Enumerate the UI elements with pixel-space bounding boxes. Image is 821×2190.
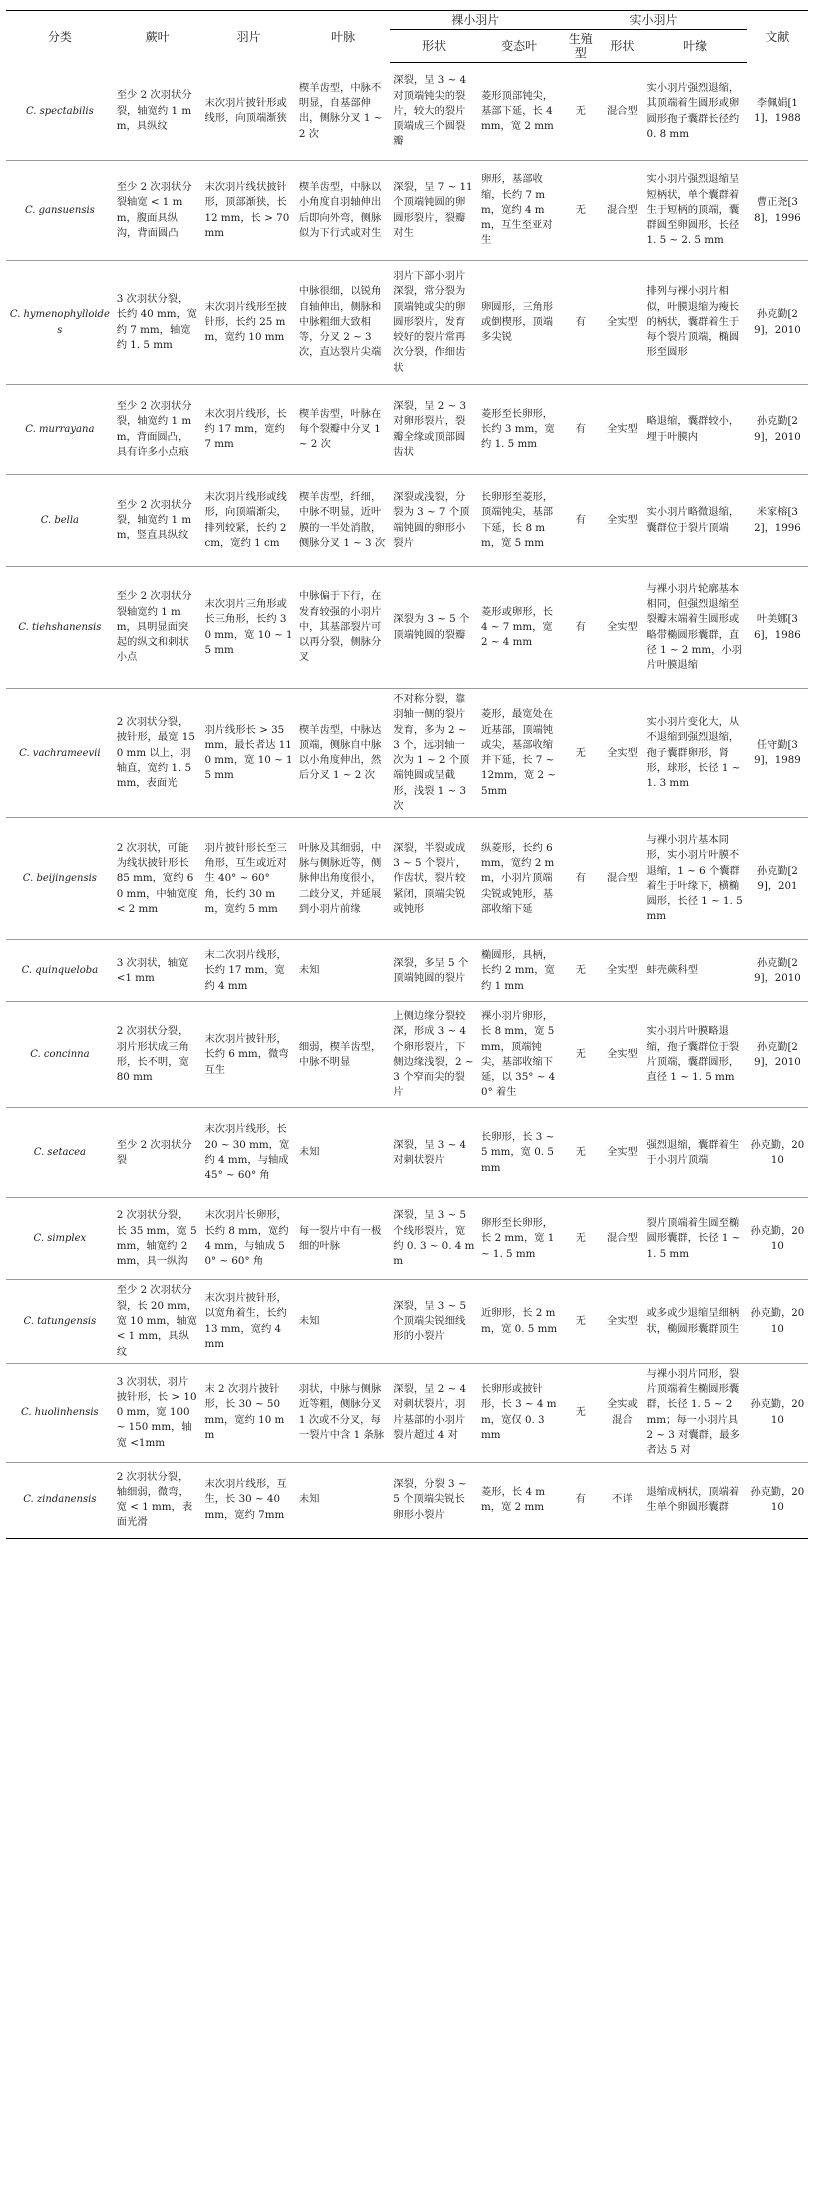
fertile-habit-cell: 有 xyxy=(560,475,601,567)
venation-cell: 楔羊齿型，中脉不明显，自基部伸出，侧脉分叉 1 ~ 2 次 xyxy=(296,63,390,161)
fertile-habit-cell: 无 xyxy=(560,1198,601,1280)
pinna-cell: 末次羽片线形，长约 17 mm，宽约 7 mm xyxy=(201,385,295,475)
fertile-habit-cell: 有 xyxy=(560,261,601,385)
sterile-variation-cell: 菱形，最宽处在近基部，顶端钝或尖，基部收缩并下延，长 7 ~ 12mm，宽 2 ~ 5mm xyxy=(478,689,560,818)
fertile-shape-cell: 全实型 xyxy=(601,689,643,818)
sorus-cell: 略退缩，囊群较小，埋于叶膜内 xyxy=(644,385,747,475)
sterile-variation-cell: 卵圆形，三角形或倒楔形，顶端多尖锐 xyxy=(478,261,560,385)
frond-cell: 2 次羽状分裂，披针形，最宽 150 mm 以上，羽轴直，宽约 1. 5 mm，表面光 xyxy=(114,689,202,818)
sorus-cell: 与裸小羽片基本同形，实小羽片叶膜不退缩，1 ~ 6 个囊群着生于叶缘下，横椭圆形，长径 1 ~ 1. 5 mm xyxy=(644,818,747,940)
fertile-shape-cell: 全实型 xyxy=(601,1002,643,1108)
header-pinna: 羽片 xyxy=(236,29,261,44)
table-row xyxy=(6,1198,808,1280)
reference-cell: 孙克勤，2010 xyxy=(750,1486,805,1514)
sterile-shape-cell: 深裂，呈 3 ~ 5 个顶端尖锐细线形的小裂片 xyxy=(390,1280,478,1363)
sorus-cell: 实小羽片强烈退缩呈短柄状，单个囊群着生于短柄的顶端，囊群圆至卵圆形，长径 1. 5 ~ 2. 5 mm xyxy=(644,161,747,261)
pinna-cell: 末次羽片线形，互生，长 30 ~ 40 mm，宽约 7mm xyxy=(204,1478,287,1521)
venation-cell: 羽状，中脉与侧脉近等粗，侧脉分叉 1 次或不分叉，每一裂片中含 1 条脉 xyxy=(296,1363,390,1462)
fertile-habit-cell: 无 xyxy=(560,1363,601,1462)
venation-cell: 未知 xyxy=(296,1280,390,1363)
sorus-cell: 与裸小羽片同形，裂片顶端着生椭圆形囊群，长径 1. 5 ~ 2 mm；每一小羽片具 2 ~ 3 对囊群，最多者达 5 对 xyxy=(644,1363,747,1462)
reference-cell: 李佩娟[11]，1988 xyxy=(747,63,808,161)
fertile-shape-cell: 不详 xyxy=(612,1493,633,1506)
fertile-habit-cell: 有 xyxy=(575,1493,586,1506)
frond-cell: 至少 2 次羽状分裂，轴宽约 1 mm，具纵纹 xyxy=(114,63,202,161)
frond-cell: 3 次羽状，轴宽 <1 mm xyxy=(114,940,202,1002)
sterile-variation-cell: 菱形至长卵形，长约 3 mm，宽约 1. 5 mm xyxy=(478,385,560,475)
reference-cell: 孙克勤，2010 xyxy=(747,1198,808,1280)
venation-cell: 中脉偏于下行，在发育较强的小羽片中，其基部裂片可以再分裂，侧脉分叉 xyxy=(296,567,390,689)
venation-cell: 楔羊齿型，中脉以小角度自羽轴伸出后即向外弯，侧脉似为下行式或对生 xyxy=(296,161,390,261)
pinna-cell: 末次羽片三角形或长三角形，长约 30 mm，宽 10 ~ 15 mm xyxy=(201,567,295,689)
sterile-variation-cell: 菱形，长 4 mm，宽 2 mm xyxy=(481,1485,546,1514)
species-name: C. setacea xyxy=(6,1108,114,1198)
species-name: C. beijingensis xyxy=(6,818,114,940)
reference-cell: 任守勤[39]，1989 xyxy=(747,689,808,818)
header-sterile-variation: 变态叶 xyxy=(478,30,560,63)
reference-cell: 孙克勤[29]，2010 xyxy=(747,261,808,385)
fertile-shape-cell: 全实型 xyxy=(601,385,643,475)
fertile-habit-cell: 有 xyxy=(560,818,601,940)
venation-cell: 叶脉及其细弱，中脉与侧脉近等，侧脉伸出角度很小，二歧分叉，并延展到小羽片前缘 xyxy=(296,818,390,940)
species-name: C. hymenophylloides xyxy=(6,261,114,385)
sterile-shape-cell: 深裂，半裂或成 3 ~ 5 个裂片，作齿状，裂片较紧闭，顶端尖锐或钝形 xyxy=(390,818,478,940)
frond-cell: 2 次羽状分裂，长 35 mm，宽 5 mm，轴宽约 2 mm，具一纵沟 xyxy=(114,1198,202,1280)
sterile-shape-cell: 深裂，呈 3 ~ 4 对顶端钝尖的裂片，较大的裂片顶端成三个圆裂瓣 xyxy=(390,63,478,161)
species-name: C. spectabilis xyxy=(6,63,114,161)
pinna-cell: 末次羽片线形至披针形，长约 25 mm，宽约 10 mm xyxy=(201,261,295,385)
header-sterile-shape: 形状 xyxy=(390,30,478,63)
sorus-cell: 强烈退缩，囊群着生于小羽片顶端 xyxy=(644,1108,747,1198)
sorus-cell: 裂片顶端着生圆至椭圆形囊群，长径 1 ~ 1. 5 mm xyxy=(644,1198,747,1280)
reference-cell: 曹正尧[38]，1996 xyxy=(747,161,808,261)
table-row xyxy=(6,689,808,818)
frond-cell: 2 次羽状，可能为线状披针形长 85 mm，宽约 60 mm，中轴宽度 < 2 mm xyxy=(114,818,202,940)
table-row xyxy=(6,1363,808,1462)
fertile-habit-cell: 无 xyxy=(560,940,601,1002)
sterile-shape-cell: 深裂为 3 ~ 5 个顶端钝圆的裂瓣 xyxy=(390,567,478,689)
pinna-cell: 末次羽片披针形，长约 6 mm，微弯互生 xyxy=(201,1002,295,1108)
venation-cell: 楔羊齿型，叶脉在每个裂瓣中分叉 1 ~ 2 次 xyxy=(296,385,390,475)
pinna-cell: 羽片线形长 > 35 mm，最长者达 110 mm，宽 10 ~ 15 mm xyxy=(201,689,295,818)
reference-cell: 叶美娜[36]，1986 xyxy=(747,567,808,689)
comparison-table xyxy=(6,10,808,1539)
sterile-shape-cell: 深裂，多呈 5 个顶端钝圆的裂片 xyxy=(390,940,478,1002)
sterile-shape-cell: 深裂，呈 2 ~ 3 对卵形裂片，裂瓣全缘或顶部圆齿状 xyxy=(390,385,478,475)
species-name: C. huolinhensis xyxy=(6,1363,114,1462)
species-name: C. bella xyxy=(6,475,114,567)
reference-cell: 孙克勤[29]，2010 xyxy=(747,385,808,475)
reference-cell: 孙克勤[29]，2010 xyxy=(747,1002,808,1108)
venation-cell: 楔羊齿型，纤细，中脉不明显，近叶膜的一半处消散，侧脉分叉 1 ~ 3 次 xyxy=(296,475,390,567)
header-reference: 文献 xyxy=(765,29,790,44)
fertile-shape-cell: 全实型 xyxy=(601,1280,643,1363)
sterile-variation-cell: 菱形顶部钝尖，基部下延，长 4 mm，宽 2 mm xyxy=(478,63,560,161)
sterile-variation-cell: 长卵形或披针形，长 3 ~ 4 mm，宽仅 0. 3 mm xyxy=(478,1363,560,1462)
pinna-cell: 羽片披针形长至三角形，互生或近对生 40° ~ 60° 角，长约 30 mm，宽约 5 mm xyxy=(201,818,295,940)
pinna-cell: 末次羽片线形，长 20 ~ 30 mm，宽约 4 mm，与轴成 45° ~ 60° 角 xyxy=(201,1108,295,1198)
fertile-shape-cell: 混合型 xyxy=(601,161,643,261)
frond-cell: 至少 2 次羽状分裂，长 20 mm，宽 10 mm，轴宽 < 1 mm，具纵纹 xyxy=(114,1280,202,1363)
species-name: C. vachrameevii xyxy=(6,689,114,818)
venation-cell: 未知 xyxy=(296,940,390,1002)
pinna-cell: 末次羽片线状披针形，顶部渐狭，长 12 mm，长 > 70 mm xyxy=(201,161,295,261)
species-name: C. concinna xyxy=(6,1002,114,1108)
fertile-shape-cell: 全实型 xyxy=(601,1108,643,1198)
fertile-shape-cell: 全实型 xyxy=(601,475,643,567)
sterile-variation-cell: 卵形，基部收缩，长约 7 mm，宽约 4 mm，互生至亚对生 xyxy=(478,161,560,261)
header-row-1 xyxy=(6,11,808,30)
header-frond: 蕨叶 xyxy=(145,29,170,44)
pinna-cell: 末次羽片披针形，以宽角着生，长约 13 mm，宽约 4 mm xyxy=(201,1280,295,1363)
reference-cell: 孙克勤，2010 xyxy=(747,1363,808,1462)
sterile-variation-cell: 菱形或卵形，长 4 ~ 7 mm，宽 2 ~ 4 mm xyxy=(478,567,560,689)
sorus-cell: 实小羽片略微退缩，囊群位于裂片顶端 xyxy=(644,475,747,567)
sterile-variation-cell: 长卵形至菱形，顶端钝尖，基部下延，长 8 mm，宽 5 mm xyxy=(478,475,560,567)
sterile-shape-cell: 深裂或浅裂，分裂为 3 ~ 7 个顶端钝圆的卵形小裂片 xyxy=(390,475,478,567)
pinna-cell: 末二次羽片线形，长约 17 mm，宽约 4 mm xyxy=(201,940,295,1002)
frond-cell: 2 次羽状分裂，羽片形状成三角形，长不明，宽 80 mm xyxy=(114,1002,202,1108)
sterile-shape-cell: 上侧边缘分裂较深，形成 3 ~ 4 个卵形裂片，下侧边缘浅裂，2 ~ 3 个窄而尖的裂片 xyxy=(390,1002,478,1108)
venation-cell: 楔羊齿型，中脉达顶端，侧脉自中脉以小角度伸出，然后分叉 1 ~ 2 次 xyxy=(296,689,390,818)
sterile-variation-cell: 裸小羽片卵形，长 8 mm，宽 5 mm，顶端钝尖，基部收缩下延，以 35° ~ 40° 着生 xyxy=(478,1002,560,1108)
fertile-shape-cell: 全实或混合 xyxy=(601,1363,643,1462)
venation-cell: 细弱，楔羊齿型，中脉不明显 xyxy=(296,1002,390,1108)
sorus-cell: 退缩成柄状，顶端着生单个卵圆形囊群 xyxy=(646,1485,740,1514)
header-venation: 叶脉 xyxy=(331,29,356,44)
sterile-variation-cell: 近卵形，长 2 mm，宽 0. 5 mm xyxy=(478,1280,560,1363)
sterile-variation-cell: 椭圆形，具柄，长约 2 mm，宽约 1 mm xyxy=(478,940,560,1002)
pinna-cell: 末 2 次羽片披针形，长 30 ~ 50 mm，宽约 10 mm xyxy=(201,1363,295,1462)
sorus-cell: 与裸小羽片轮廓基本相同，但强烈退缩至裂瓣末端着生圆形或略带椭圆形囊群，直径 1 ~ 2 mm，小羽片叶膜退缩 xyxy=(644,567,747,689)
reference-cell: 米家榕[32]，1996 xyxy=(747,475,808,567)
table-row xyxy=(6,1002,808,1108)
species-name: C. murrayana xyxy=(6,385,114,475)
header-classification: 分类 xyxy=(47,29,72,44)
sterile-shape-cell: 深裂，呈 3 ~ 5 个线形裂片，宽约 0. 3 ~ 0. 4 mm xyxy=(390,1198,478,1280)
species-name: C. zindanensis xyxy=(23,1494,97,1506)
table-row xyxy=(6,940,808,1002)
fertile-habit-cell: 无 xyxy=(560,1280,601,1363)
header-fertile-shape: 形状 xyxy=(601,30,643,63)
header-fertile-sorus: 叶缘 xyxy=(644,30,747,63)
header-fertile-pinnule: 实小羽片 xyxy=(560,11,747,30)
frond-cell: 至少 2 次羽状分裂轴宽约 1 mm，具明显面突起的纵文和刺状小点 xyxy=(114,567,202,689)
sterile-shape-cell: 深裂，分裂 3 ~ 5 个顶端尖锐长卵形小裂片 xyxy=(393,1478,467,1521)
pinna-cell: 末次羽片线形或线形，向顶端渐尖，排列较紧，长约 2 cm，宽约 1 cm xyxy=(201,475,295,567)
venation-cell: 未知 xyxy=(298,1493,320,1506)
reference-cell: 孙克勤，2010 xyxy=(747,1280,808,1363)
reference-cell: 孙克勤，2010 xyxy=(747,1108,808,1198)
table-row xyxy=(6,63,808,161)
table-row xyxy=(6,385,808,475)
fertile-habit-cell: 有 xyxy=(560,385,601,475)
frond-cell: 至少 2 次羽状分裂 xyxy=(114,1108,202,1198)
sterile-shape-cell: 不对称分裂，靠羽轴一侧的裂片发育，多为 2 ~ 3 个，远羽轴一次为 1 ~ 2 个顶端钝圆或呈截形，浅裂 1 ~ 3 次 xyxy=(390,689,478,818)
fertile-shape-cell: 全实型 xyxy=(601,567,643,689)
fertile-habit-cell: 无 xyxy=(560,689,601,818)
species-name: C. tatungensis xyxy=(6,1280,114,1363)
frond-cell: 至少 2 次羽状分裂，轴宽约 1 mm，竖直具纵纹 xyxy=(114,475,202,567)
table-row xyxy=(6,567,808,689)
header-fertile-habit: 生殖型 xyxy=(560,30,601,63)
fertile-habit-cell: 无 xyxy=(560,1002,601,1108)
fertile-habit-cell: 无 xyxy=(560,161,601,261)
frond-cell: 3 次羽状，羽片披针形，长 > 100 mm，宽 100 ~ 150 mm，轴宽 <1mm xyxy=(114,1363,202,1462)
frond-cell: 至少 2 次羽状分裂，轴宽约 1 mm，背面圆凸，具有许多小点痕 xyxy=(114,385,202,475)
fertile-shape-cell: 全实型 xyxy=(601,261,643,385)
fertile-shape-cell: 混合型 xyxy=(601,1198,643,1280)
pinna-cell: 末次羽片披针形或线形，向顶端渐狭 xyxy=(201,63,295,161)
table-row xyxy=(6,1108,808,1198)
table-row xyxy=(6,818,808,940)
sterile-variation-cell: 纵菱形，长约 6 mm，宽约 2 mm，小羽片顶端尖锐或钝形，基部收缩下延 xyxy=(478,818,560,940)
sorus-cell: 实小羽片变化大，从不退缩到强烈退缩，孢子囊群卵形，肾形，球形，长径 1 ~ 1. 3 mm xyxy=(644,689,747,818)
fertile-habit-cell: 无 xyxy=(560,63,601,161)
table-row xyxy=(6,1462,808,1538)
species-name: C. gansuensis xyxy=(6,161,114,261)
species-name: C. simplex xyxy=(6,1198,114,1280)
table-body xyxy=(6,63,808,1539)
table-row xyxy=(6,1280,808,1363)
sterile-shape-cell: 羽片下部小羽片深裂，常分裂为顶端钝或尖的卵圆形裂片，发育较好的裂片常再次分裂，作细齿状 xyxy=(390,261,478,385)
frond-cell: 至少 2 次羽状分裂轴宽 < 1 mm，腹面具纵沟，背面圆凸 xyxy=(114,161,202,261)
fertile-habit-cell: 无 xyxy=(560,1108,601,1198)
header-sterile-pinnule: 裸小羽片 xyxy=(390,11,560,30)
fertile-shape-cell: 混合型 xyxy=(601,818,643,940)
venation-cell: 未知 xyxy=(296,1108,390,1198)
fertile-shape-cell: 混合型 xyxy=(601,63,643,161)
venation-cell: 中脉很细，以锐角自轴伸出，侧脉和中脉粗细大致相等，分叉 2 ~ 3 次，直达裂片尖端 xyxy=(296,261,390,385)
species-name: C. quinqueloba xyxy=(6,940,114,1002)
sorus-cell: 蚌壳蕨科型 xyxy=(644,940,747,1002)
sterile-variation-cell: 长卵形，长 3 ~ 5 mm，宽 0. 5 mm xyxy=(478,1108,560,1198)
sorus-cell: 实小羽片叶膜略退缩，孢子囊群位于裂片顶端，囊群圆形，直径 1 ~ 1. 5 mm xyxy=(644,1002,747,1108)
venation-cell: 每一裂片中有一极细的叶脉 xyxy=(296,1198,390,1280)
pinna-cell: 末次羽片长卵形，长约 8 mm，宽约 4 mm，与轴成 50° ~ 60° 角 xyxy=(201,1198,295,1280)
sterile-variation-cell: 卵形至长卵形，长 2 mm，宽 1 ~ 1. 5 mm xyxy=(478,1198,560,1280)
sterile-shape-cell: 深裂，呈 7 ~ 11 个顶端钝圆的卵圆形裂片，裂瓣对生 xyxy=(390,161,478,261)
table-row xyxy=(6,261,808,385)
table-row xyxy=(6,475,808,567)
table-row xyxy=(6,161,808,261)
species-name: C. tiehshanensis xyxy=(6,567,114,689)
sorus-cell: 排列与裸小羽片相似，叶膜退缩为瘦长的柄状，囊群着生于每个裂片顶端，椭圆形至圆形 xyxy=(644,261,747,385)
fertile-shape-cell: 全实型 xyxy=(601,940,643,1002)
sorus-cell: 或多或少退缩呈细柄状，椭圆形囊群顶生 xyxy=(644,1280,747,1363)
frond-cell: 2 次羽状分裂，轴细弱，微弯，宽 < 1 mm，表面光滑 xyxy=(116,1470,193,1529)
sorus-cell: 实小羽片强烈退缩，其顶端着生圆形或卵圆形孢子囊群长径约 0. 8 mm xyxy=(644,63,747,161)
frond-cell: 3 次羽状分裂，长约 40 mm，宽约 7 mm，轴宽约 1. 5 mm xyxy=(114,261,202,385)
reference-cell: 孙克勤[29]，2010 xyxy=(747,940,808,1002)
sterile-shape-cell: 深裂，呈 3 ~ 4 对刺状裂片 xyxy=(390,1108,478,1198)
reference-cell: 孙克勤[29]，201 xyxy=(747,818,808,940)
fertile-habit-cell: 有 xyxy=(560,567,601,689)
sterile-shape-cell: 深裂，呈 2 ~ 4 对刺状裂片，羽片基部的小羽片裂片超过 4 对 xyxy=(390,1363,478,1462)
